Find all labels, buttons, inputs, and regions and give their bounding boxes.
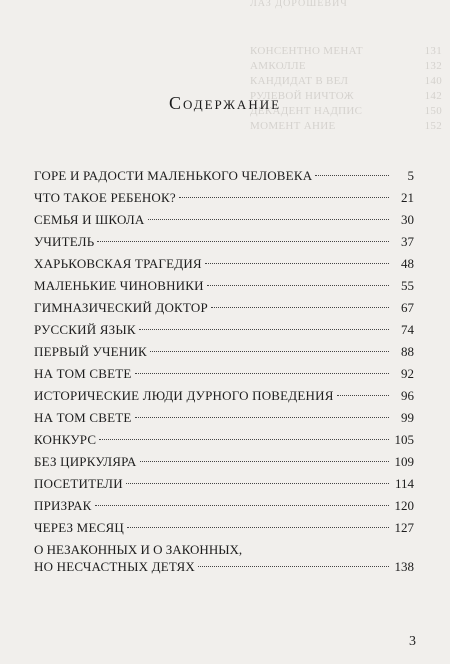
toc-entry-title: ПЕРВЫЙ УЧЕНИК bbox=[34, 344, 147, 359]
toc-leader-dots bbox=[150, 351, 389, 352]
toc-leader-dots bbox=[135, 373, 389, 374]
toc-entry-title: ХАРЬКОВСКАЯ ТРАГЕДИЯ bbox=[34, 256, 202, 271]
toc-entry[interactable] bbox=[34, 517, 414, 539]
toc-leader-dots bbox=[126, 483, 389, 484]
toc-entry[interactable] bbox=[34, 165, 414, 187]
toc-entry-title: ПОСЕТИТЕЛИ bbox=[34, 476, 123, 491]
toc-leader-dots bbox=[139, 329, 389, 330]
toc-entry[interactable] bbox=[34, 319, 414, 341]
toc-entry[interactable] bbox=[34, 297, 414, 319]
toc-entry-title: ПРИЗРАК bbox=[34, 498, 92, 513]
toc-leader-dots bbox=[127, 527, 389, 528]
toc-entry[interactable] bbox=[34, 407, 414, 429]
bleed-lines bbox=[250, 44, 363, 134]
toc-entry-title-line2: НО НЕСЧАСТНЫХ ДЕТЯХ bbox=[34, 559, 195, 574]
toc-entry-page: 99 bbox=[401, 410, 414, 425]
toc-entry-page: 37 bbox=[401, 234, 414, 249]
toc-leader-dots bbox=[211, 307, 389, 308]
toc-leader-dots bbox=[95, 505, 389, 506]
table-of-contents bbox=[34, 165, 414, 579]
toc-leader-dots bbox=[337, 395, 389, 396]
toc-entry[interactable] bbox=[34, 187, 414, 209]
toc-entry-page: 92 bbox=[401, 366, 414, 381]
bleed-line: КОНСЕНТНО МЕНАТ bbox=[250, 45, 363, 57]
toc-entry-page: 74 bbox=[401, 322, 414, 337]
toc-entry-page: 30 bbox=[401, 212, 414, 227]
toc-leader-dots bbox=[97, 241, 389, 242]
toc-entry-title: ИСТОРИЧЕСКИЕ ЛЮДИ ДУРНОГО ПОВЕДЕНИЯ bbox=[34, 388, 334, 403]
toc-entry-page: 114 bbox=[394, 476, 414, 491]
bleed-header: ЛАЗ ДОРОШЕВИЧ bbox=[250, 0, 348, 9]
toc-entry[interactable] bbox=[34, 363, 414, 385]
toc-entry-title: НА ТОМ СВЕТЕ bbox=[34, 366, 132, 381]
toc-entry[interactable] bbox=[34, 495, 414, 517]
toc-entry[interactable] bbox=[34, 275, 414, 297]
toc-entry-page: 67 bbox=[401, 300, 414, 315]
toc-entry-title-line1: О НЕЗАКОННЫХ И О ЗАКОННЫХ, bbox=[34, 542, 243, 557]
toc-leader-dots bbox=[207, 285, 389, 286]
page-title: Содержание bbox=[168, 93, 282, 113]
bleed-line: КАНДИДАТ В ВЕЛ bbox=[250, 75, 349, 87]
bleed-line: ДЕКАДЕНТ НАДПИС bbox=[250, 105, 363, 117]
toc-entry-title: УЧИТЕЛЬ bbox=[34, 234, 95, 249]
toc-entry-page: 127 bbox=[394, 520, 414, 535]
toc-entry-page: 21 bbox=[401, 190, 414, 205]
toc-entry[interactable] bbox=[34, 385, 414, 407]
bleed-number: 131 bbox=[424, 45, 442, 57]
toc-entry[interactable] bbox=[34, 341, 414, 363]
toc-entry-page: 88 bbox=[401, 344, 414, 359]
toc-entry-page: 109 bbox=[394, 454, 414, 469]
toc-entry[interactable] bbox=[34, 473, 414, 495]
toc-leader-dots bbox=[140, 461, 389, 462]
bleed-number: 152 bbox=[424, 120, 442, 132]
toc-entry-multiline[interactable] bbox=[34, 541, 414, 579]
toc-leader-dots bbox=[148, 219, 389, 220]
toc-entry-page: 5 bbox=[407, 168, 414, 183]
toc-leader-dots bbox=[179, 197, 389, 198]
bleed-numbers bbox=[425, 44, 442, 134]
toc-entry-title: НА ТОМ СВЕТЕ bbox=[34, 410, 132, 425]
toc-entry-title: ЧТО ТАКОЕ РЕБЕНОК? bbox=[34, 190, 176, 205]
bleed-number: 132 bbox=[424, 60, 442, 72]
toc-entry[interactable] bbox=[34, 429, 414, 451]
toc-entry-title: КОНКУРС bbox=[34, 432, 97, 447]
toc-leader-dots bbox=[99, 439, 389, 440]
toc-entry-page: 96 bbox=[401, 388, 414, 403]
toc-entry-title: БЕЗ ЦИРКУЛЯРА bbox=[34, 454, 137, 469]
toc-leader-dots bbox=[135, 417, 389, 418]
bleed-number: 150 bbox=[424, 105, 442, 117]
toc-entry[interactable] bbox=[34, 231, 414, 253]
toc-entry-page: 55 bbox=[401, 278, 414, 293]
toc-entry-title: ГОРЕ И РАДОСТИ МАЛЕНЬКОГО ЧЕЛОВЕКА bbox=[34, 168, 313, 183]
bleed-line: МОМЕНТ АНИЕ bbox=[250, 120, 336, 132]
bleed-line: АМКОЛЛЕ bbox=[250, 60, 306, 72]
bleed-number: 142 bbox=[424, 90, 442, 102]
toc-entry-title: ГИМНАЗИЧЕСКИЙ ДОКТОР bbox=[34, 300, 208, 315]
toc-entry-page: 105 bbox=[394, 432, 414, 447]
toc-entry-title: СЕМЬЯ И ШКОЛА bbox=[34, 212, 145, 227]
toc-leader-dots bbox=[205, 263, 389, 264]
bleed-line: РУЛЕВОЙ НИЧТОЖ bbox=[250, 90, 354, 102]
bleed-number: 140 bbox=[424, 75, 442, 87]
toc-leader-dots bbox=[315, 175, 389, 176]
toc-entry-title: ЧЕРЕЗ МЕСЯЦ bbox=[34, 520, 124, 535]
page-number: 3 bbox=[409, 634, 416, 649]
toc-entry[interactable] bbox=[34, 253, 414, 275]
toc-entry-page: 48 bbox=[401, 256, 414, 271]
toc-entry[interactable] bbox=[34, 209, 414, 231]
toc-entry-title: РУССКИЙ ЯЗЫК bbox=[34, 322, 136, 337]
toc-leader-dots bbox=[198, 566, 389, 567]
toc-entry[interactable] bbox=[34, 451, 414, 473]
toc-entry-page: 138 bbox=[394, 559, 414, 574]
toc-entry-title: МАЛЕНЬКИЕ ЧИНОВНИКИ bbox=[34, 278, 204, 293]
toc-entry-page: 120 bbox=[394, 498, 414, 513]
